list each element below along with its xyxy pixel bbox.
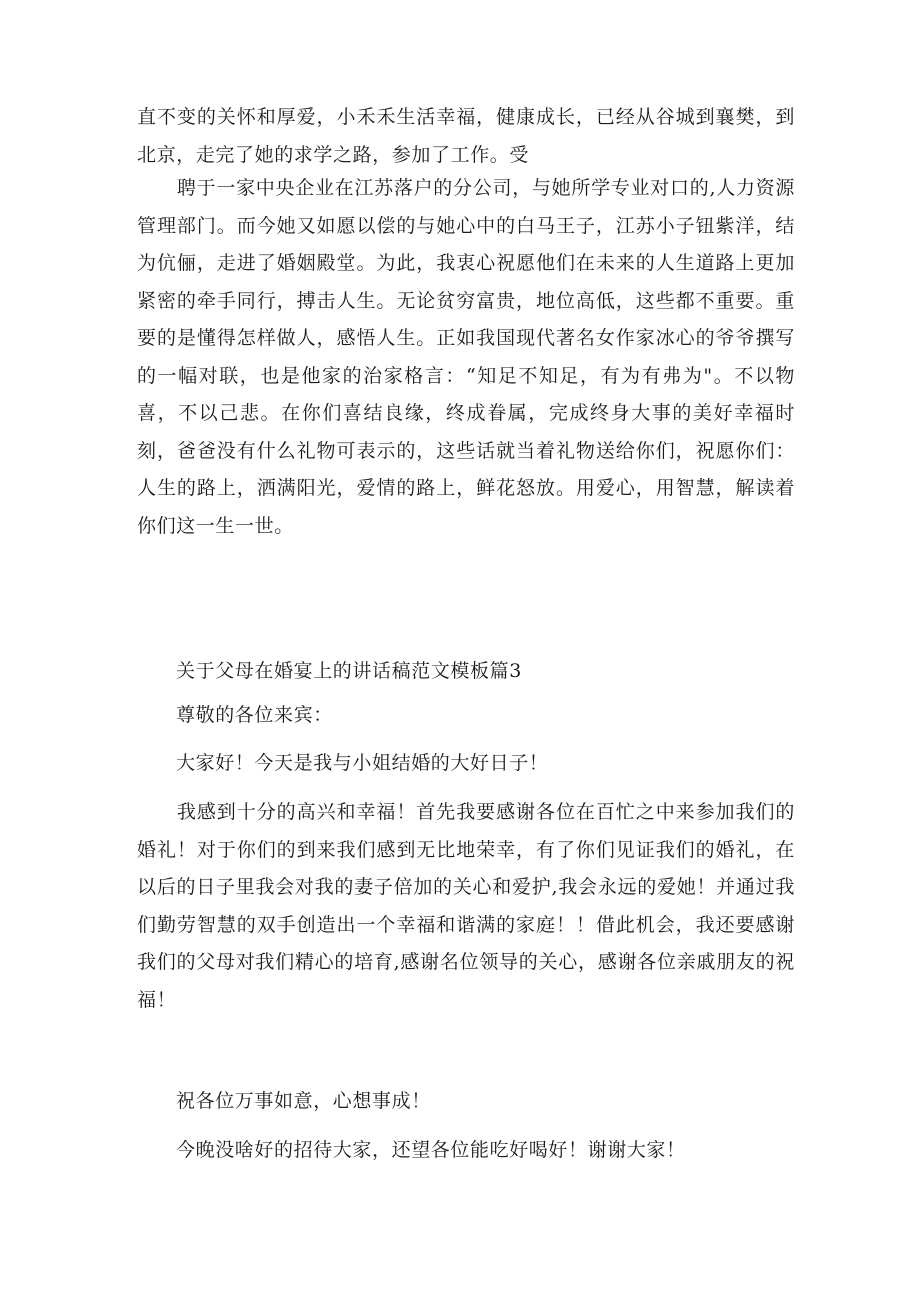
paragraph-blessing: 聘于一家中央企业在江苏落户的分公司，与她所学专业对口的,人力资源管理部门。而今她又如愿以偿的与她心中的白马王子，江苏小子钮紫洋，结为伉俪，走进了婚姻殿堂。为此，我衷心祝愿他们在未来的人生道路上更加紧密的牵手同行，搏击人生。无论贫穷富贵，地位高低，这些都不重要。重要的是懂得怎样做人，感悟人生。正如我国现代著名女作家冰心的爷爷撰写的一幅对联，也是他家的治家格言：“知足不知足，有为有弗为"。不以物喜，不以己悲。在你们喜结良缘，终成眷属，完成终身大事的美好幸福时刻，爸爸没有什么礼物可表示的，这些话就当着礼物送给你们，祝愿你们：人生的路上，洒满阳光，爱情的路上，鲜花怒放。用爱心，用智慧，解读着你们这一生一世。 (137, 177, 795, 537)
closing-line: 今晚没啥好的招待大家，还望各位能吃好喝好！谢谢大家！ (176, 1139, 686, 1161)
greeting-line: 大家好！今天是我与小姐结婚的大好日子！ (176, 752, 549, 774)
wishes-line: 祝各位万事如意，心想事成！ (176, 1090, 431, 1112)
paragraph-thanks: 我感到十分的高兴和幸福！首先我要感谢各位在百忙之中来参加我们的婚礼！对于你们的到来我们感到无比地荣幸，有了你们见证我们的婚礼，在以后的日子里我会对我的妻子倍加的关心和爱护,我会永远的爱她！并通过我们勤劳智慧的双手创造出一个幸福和谐满的家庭！！借此机会，我还要感谢我们的父母对我们精心的培育,感谢名位领导的关心，感谢各位亲戚朋友的祝福！ (137, 801, 795, 1011)
section-heading: 关于父母在婚宴上的讲话稿范文模板篇3 (176, 660, 522, 682)
paragraph-continuation: 直不变的关怀和厚爱，小禾禾生活幸福，健康成长，已经从谷城到襄樊，到北京，走完了她的求学之路，参加了工作。受 (137, 106, 795, 166)
salutation: 尊敬的各位来宾： (176, 704, 333, 726)
